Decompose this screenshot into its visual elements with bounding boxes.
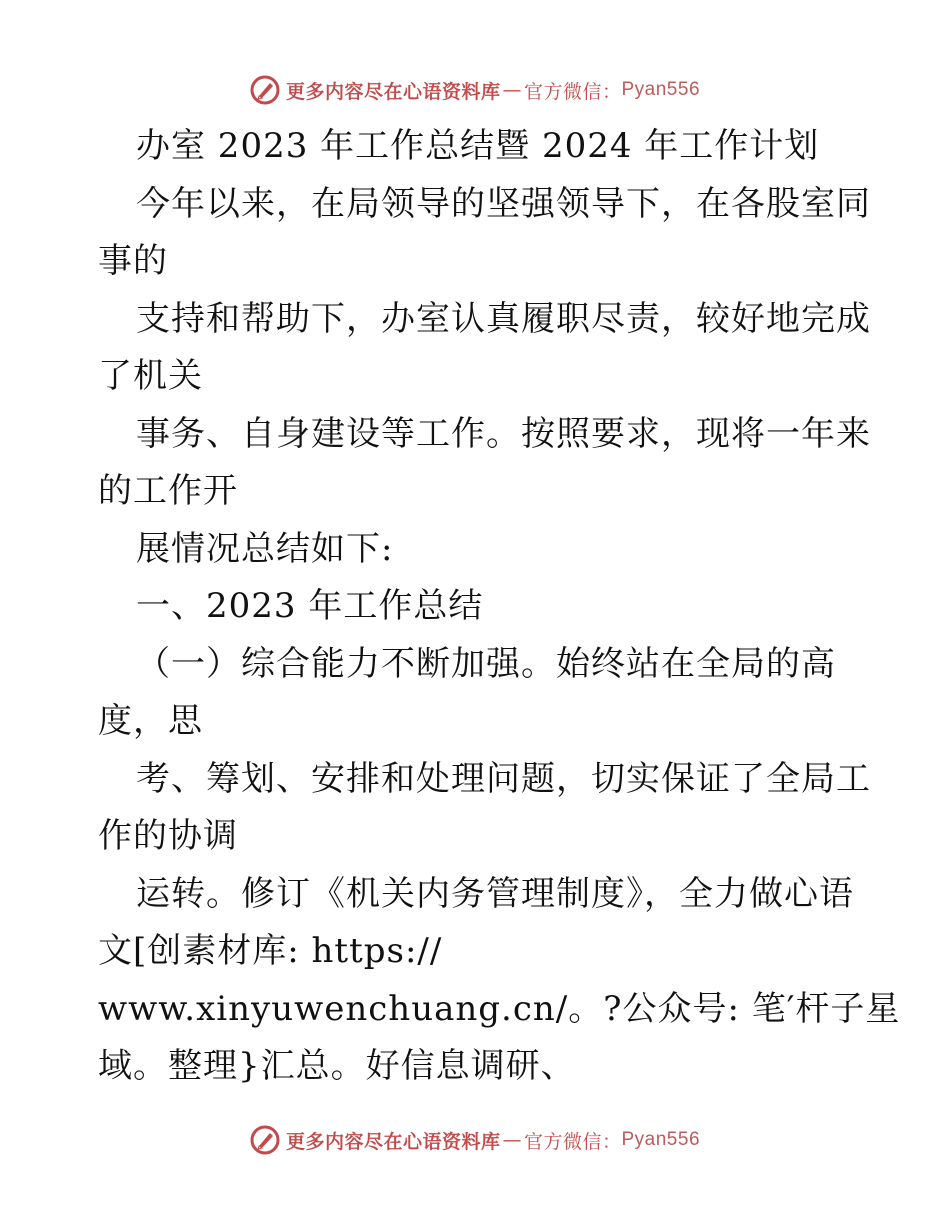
- watermark-text: 更多内容尽在心语资料库: [285, 80, 501, 103]
- text-line: 展情况总结如下:: [136, 528, 394, 569]
- watermark-official: 官方微信：: [523, 1130, 622, 1153]
- text-line: www.xinyuwenchuang.cn/。?公众号: 笔′杆子星: [98, 988, 901, 1029]
- watermark-dash: —: [502, 79, 522, 101]
- text-line: 一、2023 年工作总结: [136, 586, 484, 626]
- pen-logo-icon: [250, 75, 280, 105]
- watermark-text: 更多内容尽在心语资料库: [285, 1130, 501, 1153]
- text-line: 度，思: [98, 701, 203, 741]
- text-line: （一）综合能力不断加强。始终站在全局的高: [136, 643, 836, 684]
- document-body: [98, 118, 901, 1096]
- pen-logo-icon: [250, 1125, 280, 1155]
- text-line: 了机关: [98, 356, 203, 396]
- watermark-header: [0, 70, 950, 110]
- text-line: 办室 2023 年工作总结暨 2024 年工作计划: [136, 126, 820, 166]
- text-line: 域。整理}汇总。好信息调研、: [98, 1046, 576, 1086]
- watermark-id: Pyan556: [621, 79, 701, 100]
- text-line: 事的: [98, 241, 168, 281]
- watermark-dash: —: [502, 1129, 522, 1151]
- text-line: 运转。修订《机关内务管理制度》，全力做心语: [136, 873, 854, 914]
- text-line: 事务、自身建设等工作。按照要求，现将一年来: [136, 413, 871, 454]
- text-line: 支持和帮助下，办室认真履职尽责，较好地完成: [136, 298, 871, 339]
- text-line: 文[创素材库: https://: [98, 931, 443, 971]
- watermark-official: 官方微信：: [523, 80, 622, 103]
- text-line: 作的协调: [98, 816, 238, 856]
- text-line: 今年以来，在局领导的坚强领导下，在各股室同: [136, 183, 871, 224]
- text-line: 的工作开: [98, 471, 238, 511]
- text-line: 考、筹划、安排和处理问题，切实保证了全局工: [136, 758, 871, 799]
- watermark-id: Pyan556: [621, 1129, 701, 1150]
- watermark-footer: [0, 1120, 950, 1160]
